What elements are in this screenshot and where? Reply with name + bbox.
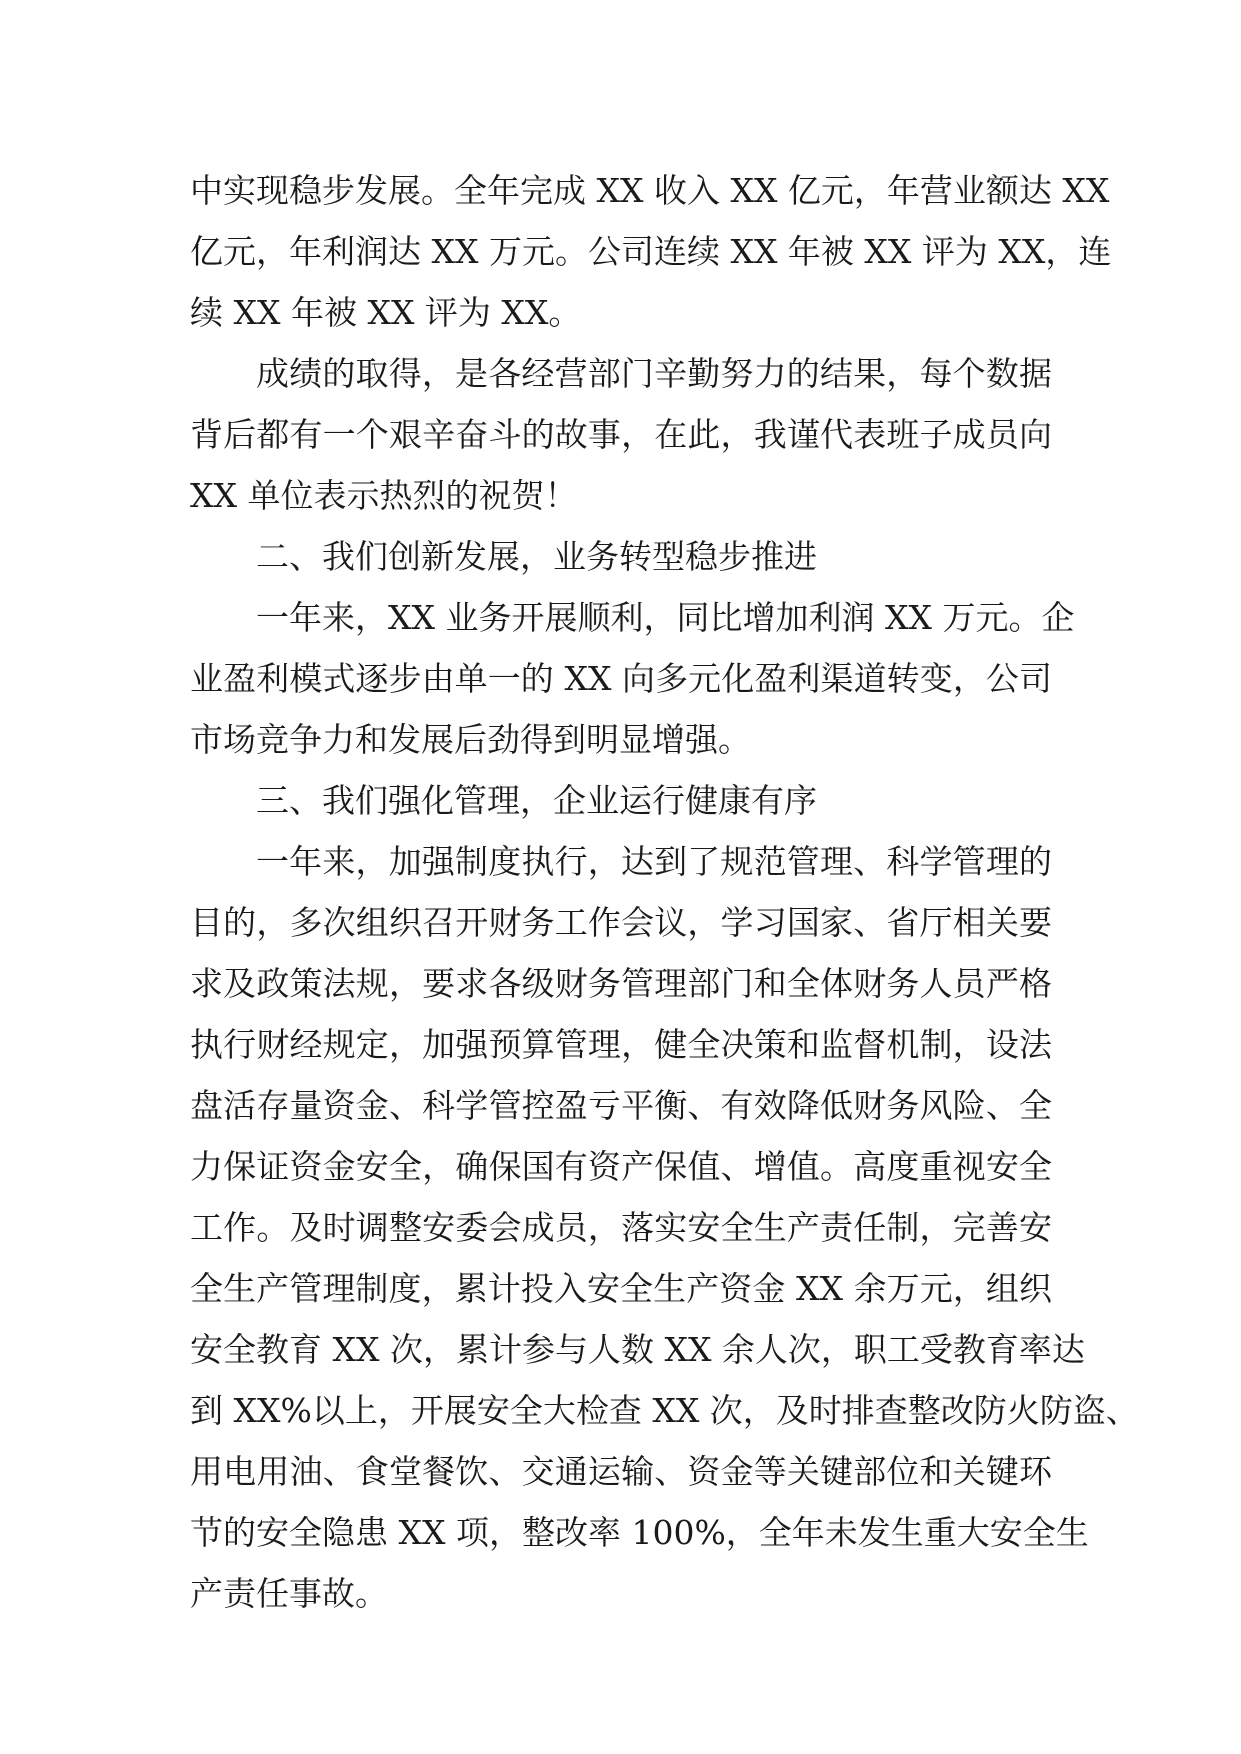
paragraph-line: 安全教育 XX 次，累计参与人数 XX 余人次，职工受教育率达: [190, 1330, 1085, 1369]
paragraph-line: 续 XX 年被 XX 评为 XX。: [190, 293, 582, 332]
paragraph-line: 力保证资金安全，确保国有资产保值、增值。高度重视安全: [190, 1147, 1052, 1186]
paragraph-line: 全生产管理制度，累计投入安全生产资金 XX 余万元，组织: [190, 1269, 1052, 1308]
paragraph-line: 背后都有一个艰辛奋斗的故事，在此，我谨代表班子成员向: [190, 415, 1052, 454]
paragraph-line: 节的安全隐患 XX 项，整改率 100%，全年未发生重大安全生: [190, 1513, 1089, 1552]
paragraph-line: 产责任事故。: [190, 1574, 388, 1613]
paragraph-line: 亿元，年利润达 XX 万元。公司连续 XX 年被 XX 评为 XX，连: [190, 232, 1112, 271]
body-text: [190, 160, 1139, 1624]
paragraph-line: 目的，多次组织召开财务工作会议，学习国家、省厅相关要: [190, 903, 1052, 942]
paragraph-line: 用电用油、食堂餐饮、交通运输、资金等关键部位和关键环: [190, 1452, 1052, 1491]
paragraph-line: 到 XX%以上，开展安全大检查 XX 次，及时排查整改防火防盗、: [190, 1391, 1139, 1430]
paragraph-line: XX 单位表示热烈的祝贺！: [190, 476, 578, 515]
paragraph-line: 中实现稳步发展。全年完成 XX 收入 XX 亿元，年营业额达 XX: [190, 171, 1110, 210]
paragraph-line: 盘活存量资金、科学管控盈亏平衡、有效降低财务风险、全: [190, 1086, 1052, 1125]
paragraph-line: 市场竞争力和发展后劲得到明显增强。: [190, 720, 751, 759]
paragraph-line: 成绩的取得，是各经营部门辛勤努力的结果，每个数据: [256, 354, 1052, 393]
section-heading: 二、我们创新发展，业务转型稳步推进: [256, 537, 817, 576]
paragraph-line: 一年来，XX 业务开展顺利，同比增加利润 XX 万元。企: [256, 598, 1075, 637]
paragraph-line: 求及政策法规，要求各级财务管理部门和全体财务人员严格: [190, 964, 1052, 1003]
paragraph-line: 业盈利模式逐步由单一的 XX 向多元化盈利渠道转变，公司: [190, 659, 1052, 698]
section-heading: 三、我们强化管理，企业运行健康有序: [256, 781, 817, 820]
paragraph-line: 执行财经规定，加强预算管理，健全决策和监督机制，设法: [190, 1025, 1052, 1064]
paragraph-line: 一年来，加强制度执行，达到了规范管理、科学管理的: [256, 842, 1052, 881]
paragraph-line: 工作。及时调整安委会成员，落实安全生产责任制，完善安: [190, 1208, 1052, 1247]
